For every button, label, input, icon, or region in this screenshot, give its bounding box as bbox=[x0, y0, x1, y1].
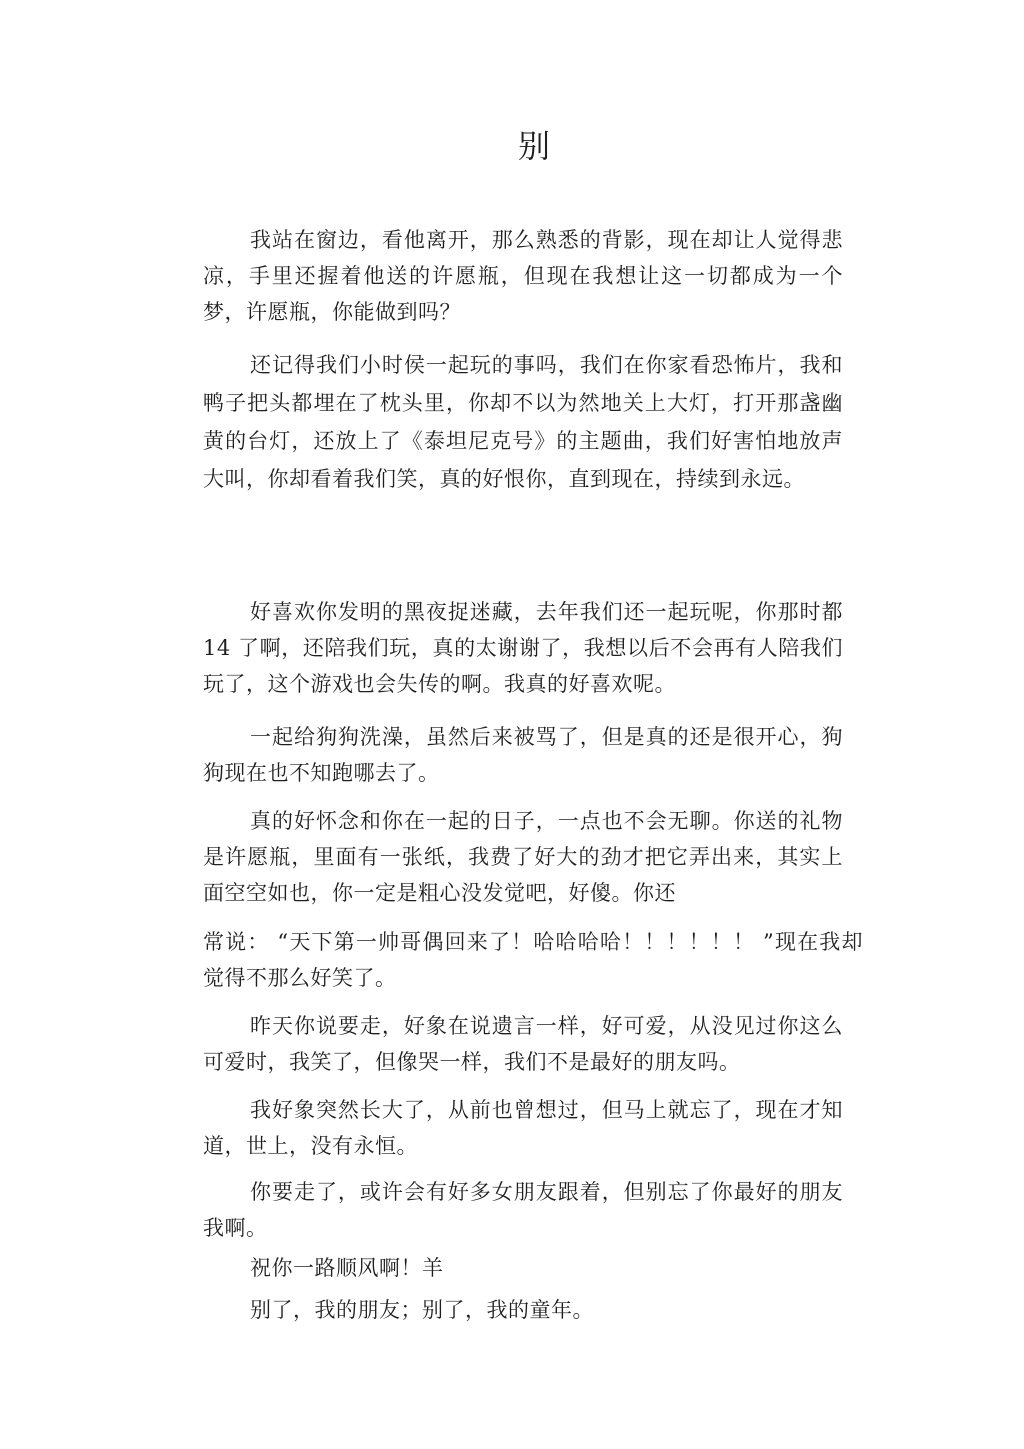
paragraph: 一起给狗狗洗澡，虽然后来被骂了，但是真的还是很开心，狗狗现在也不知跑哪去了。 bbox=[203, 725, 843, 785]
paragraph: 我好象突然长大了，从前也曾想过，但马上就忘了，现在才知道，世上，没有永恒。 bbox=[203, 1098, 843, 1158]
paragraph: 常说： “天下第一帅哥偶回来了！哈哈哈哈！！！！！！ ”现在我却觉得不那么好笑了。 bbox=[203, 930, 863, 990]
paragraph: 我站在窗边，看他离开，那么熟悉的背影，现在却让人觉得悲凉，手里还握着他送的许愿瓶，但现在我想让这一切都成为一个梦，许愿瓶，你能做到吗？ bbox=[203, 228, 843, 324]
paragraph: 好喜欢你发明的黑夜捉迷藏，去年我们还一起玩呢，你那时都 14 了啊，还陪我们玩，真的太谢谢了，我想以后不会再有人陪我们玩了，这个游戏也会失传的啊。我真的好喜欢呢。 bbox=[203, 600, 843, 696]
document-title: 别 bbox=[517, 127, 552, 165]
paragraph: 昨天你说要走，好象在说遗言一样，好可爱，从没见过你这么可爱时，我笑了，但像哭一样，我们不是最好的朋友吗。 bbox=[203, 1014, 843, 1074]
paragraph: 还记得我们小时侯一起玩的事吗，我们在你家看恐怖片，我和鸭子把头都埋在了枕头里，你却不以为然地关上大灯，打开那盏幽黄的台灯，还放上了《泰坦尼克号》的主题曲，我们好害怕地放声大叫，你却看着我们笑，真的好恨你，直到现在，持续到永远。 bbox=[203, 353, 843, 491]
paragraph: 真的好怀念和你在一起的日子，一点也不会无聊。你送的礼物是许愿瓶，里面有一张纸，我费了好大的劲才把它弄出来，其实上面空空如也，你一定是粗心没发觉吧，好傻。你还 bbox=[203, 809, 843, 905]
paragraph: 你要走了，或许会有好多女朋友跟着，但别忘了你最好的朋友我啊。 bbox=[203, 1180, 843, 1240]
paragraph: 祝你一路顺风啊！羊 bbox=[250, 1256, 444, 1280]
paragraph: 别了，我的朋友；别了，我的童年。 bbox=[250, 1298, 594, 1322]
